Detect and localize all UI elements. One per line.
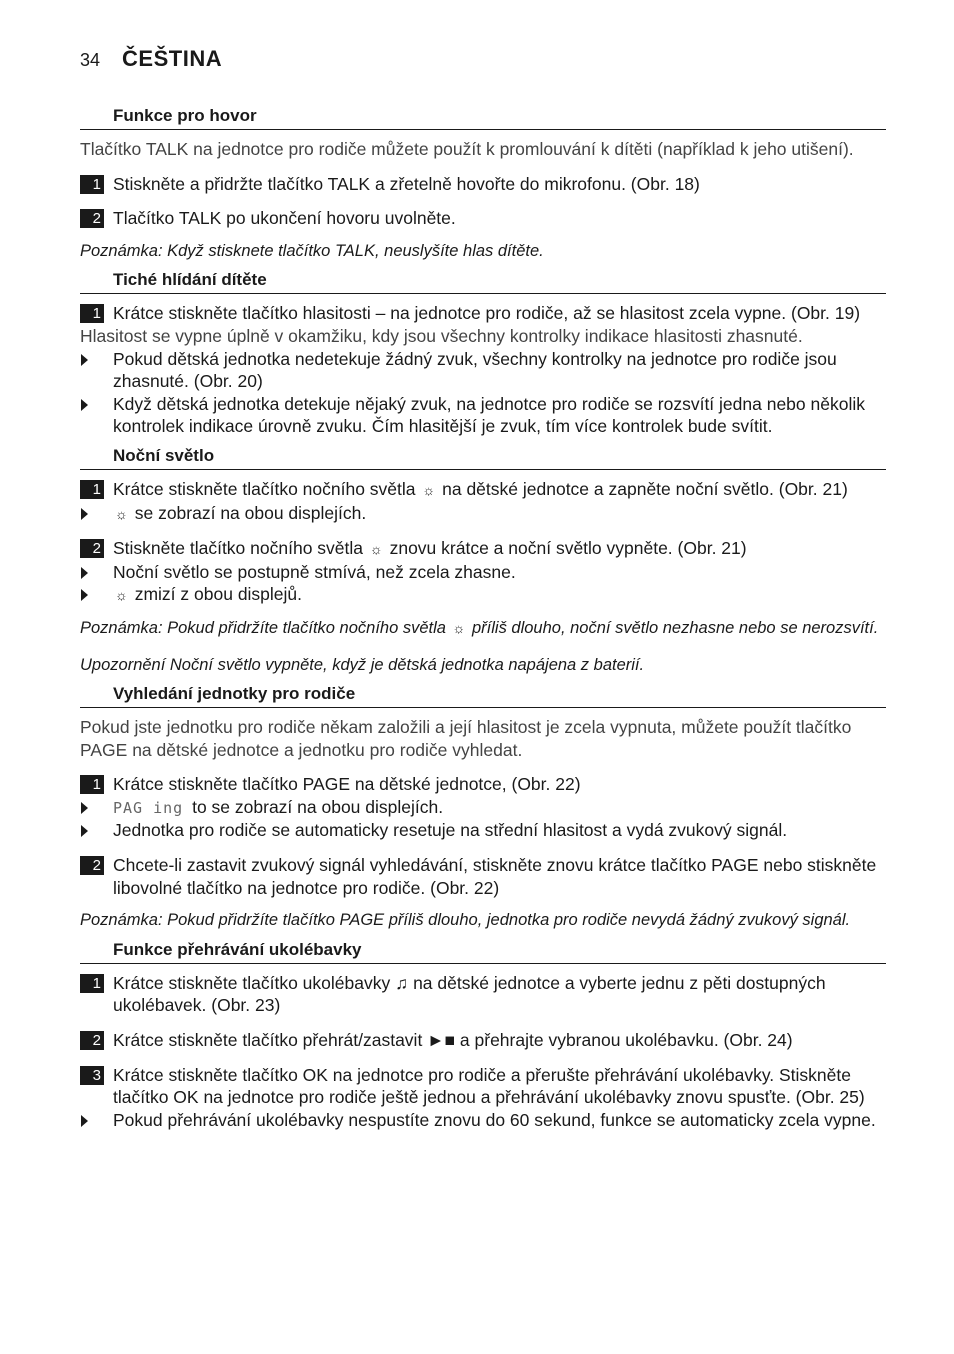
- lullaby-step-3: [80, 1064, 886, 1109]
- step-number: 3: [80, 1066, 104, 1085]
- night-light-icon: ☼: [452, 619, 466, 636]
- talk-intro: Tlačítko TALK na jednotce pro rodiče můžete použít k promlouvání k dítěti (například k jeho utišení).: [80, 139, 854, 159]
- night-light-icon: ☼: [422, 481, 436, 498]
- step-text-a: Stiskněte tlačítko nočního světla: [113, 538, 363, 559]
- page-note: Poznámka: Pokud přidržíte tlačítko PAGE příliš dlouho, jednotka pro rodiče nevydá žádný zvukový signál.: [80, 911, 851, 930]
- step-number: 2: [80, 209, 104, 228]
- silent-bullet-2: [80, 393, 886, 438]
- bullet-arrow-icon: [81, 1115, 88, 1127]
- section-title-silent: Tiché hlídání dítěte: [80, 270, 886, 294]
- lullaby-step-2: [80, 1029, 886, 1052]
- night-light-icon: ☼: [369, 541, 383, 558]
- nightlight-note-1: [80, 617, 886, 640]
- step-number: 1: [80, 775, 104, 794]
- bullet-arrow-icon: [81, 508, 88, 520]
- bullet-text: Jednotka pro rodiče se automaticky resetuje na střední hlasitost a vydá zvukový signál.: [113, 820, 788, 841]
- night-light-icon: ☼: [115, 505, 128, 522]
- silent-para: Hlasitost se vypne úplně v okamžiku, kdy jsou všechny kontrolky indikace hlasitosti zhasnuté.: [80, 325, 803, 346]
- step-text: Krátce stiskněte tlačítko hlasitosti – na jednotce pro rodiče, až se hlasitost zcela vypne. (Obr. 19): [113, 303, 861, 324]
- bullet-arrow-icon: [81, 802, 88, 814]
- page-header: [80, 46, 222, 72]
- nightlight-bullet-1: [80, 502, 886, 526]
- bullet-text: [113, 502, 886, 526]
- step-text: Krátce stiskněte tlačítko ukolébavky ♫ na dětské jednotce a vyberte jednu z pěti dostupných ukolébavek. (Obr. 23): [113, 972, 826, 1016]
- step-text-b: znovu krátce a noční světlo vypněte. (Obr. 21): [389, 538, 747, 559]
- silent-bullet-1: [80, 348, 886, 393]
- talk-step-1: [80, 173, 886, 196]
- bullet-arrow-icon: [81, 354, 88, 366]
- step-number: 1: [80, 974, 104, 993]
- page-intro: Pokud jste jednotku pro rodiče někam založili a její hlasitost je zcela vypnuta, můžete použít tlačítko PAGE na dětské jednotce a jednotku pro rodiče vyhledat.: [80, 717, 852, 760]
- note-text-b: příliš dlouho, noční světlo nezhasne nebo se nerozsvítí.: [471, 618, 879, 637]
- page-number: 34: [80, 50, 101, 70]
- step-text-a: Krátce stiskněte tlačítko nočního světla: [113, 478, 416, 499]
- night-light-icon: ☼: [115, 587, 128, 604]
- step-text: [113, 478, 886, 502]
- step-number: 1: [80, 175, 104, 194]
- bullet-text: Pokud přehrávání ukolébavky nespustíte znovu do 60 sekund, funkce se automaticky zcela vypne.: [113, 1109, 876, 1130]
- step-text: Chcete-li zastavit zvukový signál vyhledávání, stiskněte znovu krátce tlačítko PAGE nebo stiskněte libovolné tlačítko na jednotce pro rodiče. (Obr. 22): [113, 855, 877, 898]
- bullet-text: [113, 796, 886, 820]
- lullaby-step-1: [80, 972, 886, 1017]
- language-heading: ČEŠTINA: [122, 46, 223, 71]
- bullet-text: Noční světlo se postupně stmívá, než zcela zhasne.: [113, 561, 516, 582]
- step-number: 1: [80, 304, 104, 323]
- bullet-arrow-icon: [81, 589, 88, 601]
- step-number: 2: [80, 539, 104, 558]
- bullet-arrow-icon: [81, 825, 88, 837]
- talk-step-2: [80, 207, 886, 230]
- page-bullet-2: [80, 819, 886, 842]
- step-number: 1: [80, 480, 104, 499]
- silent-step-1: [80, 302, 886, 325]
- nightlight-step-1: [80, 478, 886, 502]
- bullet-text-a: to se zobrazí na obou displejích.: [192, 796, 444, 817]
- bullet-text-a: zmizí z obou displejů.: [134, 584, 303, 605]
- lcd-display-text: PAG ing: [113, 798, 184, 817]
- nightlight-note-2: Upozornění Noční světlo vypněte, když je dětská jednotka napájena z baterií.: [80, 655, 645, 674]
- bullet-text: Pokud dětská jednotka nedetekuje žádný zvuk, všechny kontrolky na jednotce pro rodiče jsou zhasnuté. (Obr. 20): [113, 348, 837, 392]
- step-text: Krátce stiskněte tlačítko PAGE na dětské jednotce, (Obr. 22): [113, 774, 581, 795]
- nightlight-step-2: [80, 537, 886, 561]
- page-bullet-1: [80, 796, 886, 820]
- section-title-talk: Funkce pro hovor: [80, 106, 886, 130]
- step-text: Krátce stiskněte tlačítko přehrát/zastavit ►■ a přehrajte vybranou ukolébavku. (Obr. 24): [113, 1030, 793, 1051]
- bullet-arrow-icon: [81, 567, 88, 579]
- section-title-nightlight: Noční světlo: [80, 446, 886, 470]
- document-body: [80, 106, 886, 1131]
- bullet-text: [113, 583, 886, 607]
- step-text: Tlačítko TALK po ukončení hovoru uvolněte.: [113, 208, 456, 229]
- step-text: Krátce stiskněte tlačítko OK na jednotce pro rodiče a přerušte přehrávání ukolébavky. Stiskněte tlačítko OK na jednotce pro rodiče ještě jednou a přehrávání ukolébavky znovu spusťte. (Obr. 25): [113, 1064, 865, 1108]
- talk-note: Poznámka: Když stisknete tlačítko TALK, neuslyšíte hlas dítěte.: [80, 241, 544, 260]
- bullet-text-a: se zobrazí na obou displejích.: [134, 502, 367, 523]
- step-text-b: na dětské jednotce a zapněte noční světlo. (Obr. 21): [442, 478, 848, 499]
- section-title-page: Vyhledání jednotky pro rodiče: [80, 684, 886, 708]
- lullaby-bullet-1: [80, 1109, 886, 1132]
- step-number: 2: [80, 1031, 104, 1050]
- step-number: 2: [80, 856, 104, 875]
- nightlight-bullet-3: [80, 583, 886, 607]
- section-title-lullaby: Funkce přehrávání ukolébavky: [80, 940, 886, 964]
- step-text: Stiskněte a přidržte tlačítko TALK a zřetelně hovořte do mikrofonu. (Obr. 18): [113, 173, 700, 194]
- step-text: [113, 537, 886, 561]
- note-text-a: Poznámka: Pokud přidržíte tlačítko nočního světla: [80, 618, 446, 637]
- nightlight-bullet-2: [80, 561, 886, 584]
- bullet-arrow-icon: [81, 399, 88, 411]
- page-step-1: [80, 773, 886, 796]
- bullet-text: Když dětská jednotka detekuje nějaký zvuk, na jednotce pro rodiče se rozsvítí jedna nebo několik kontrolek indikace úrovně zvuku. Čím hlasitější je zvuk, tím více kontrolek bude svítit.: [113, 393, 865, 437]
- page-step-2: [80, 854, 886, 899]
